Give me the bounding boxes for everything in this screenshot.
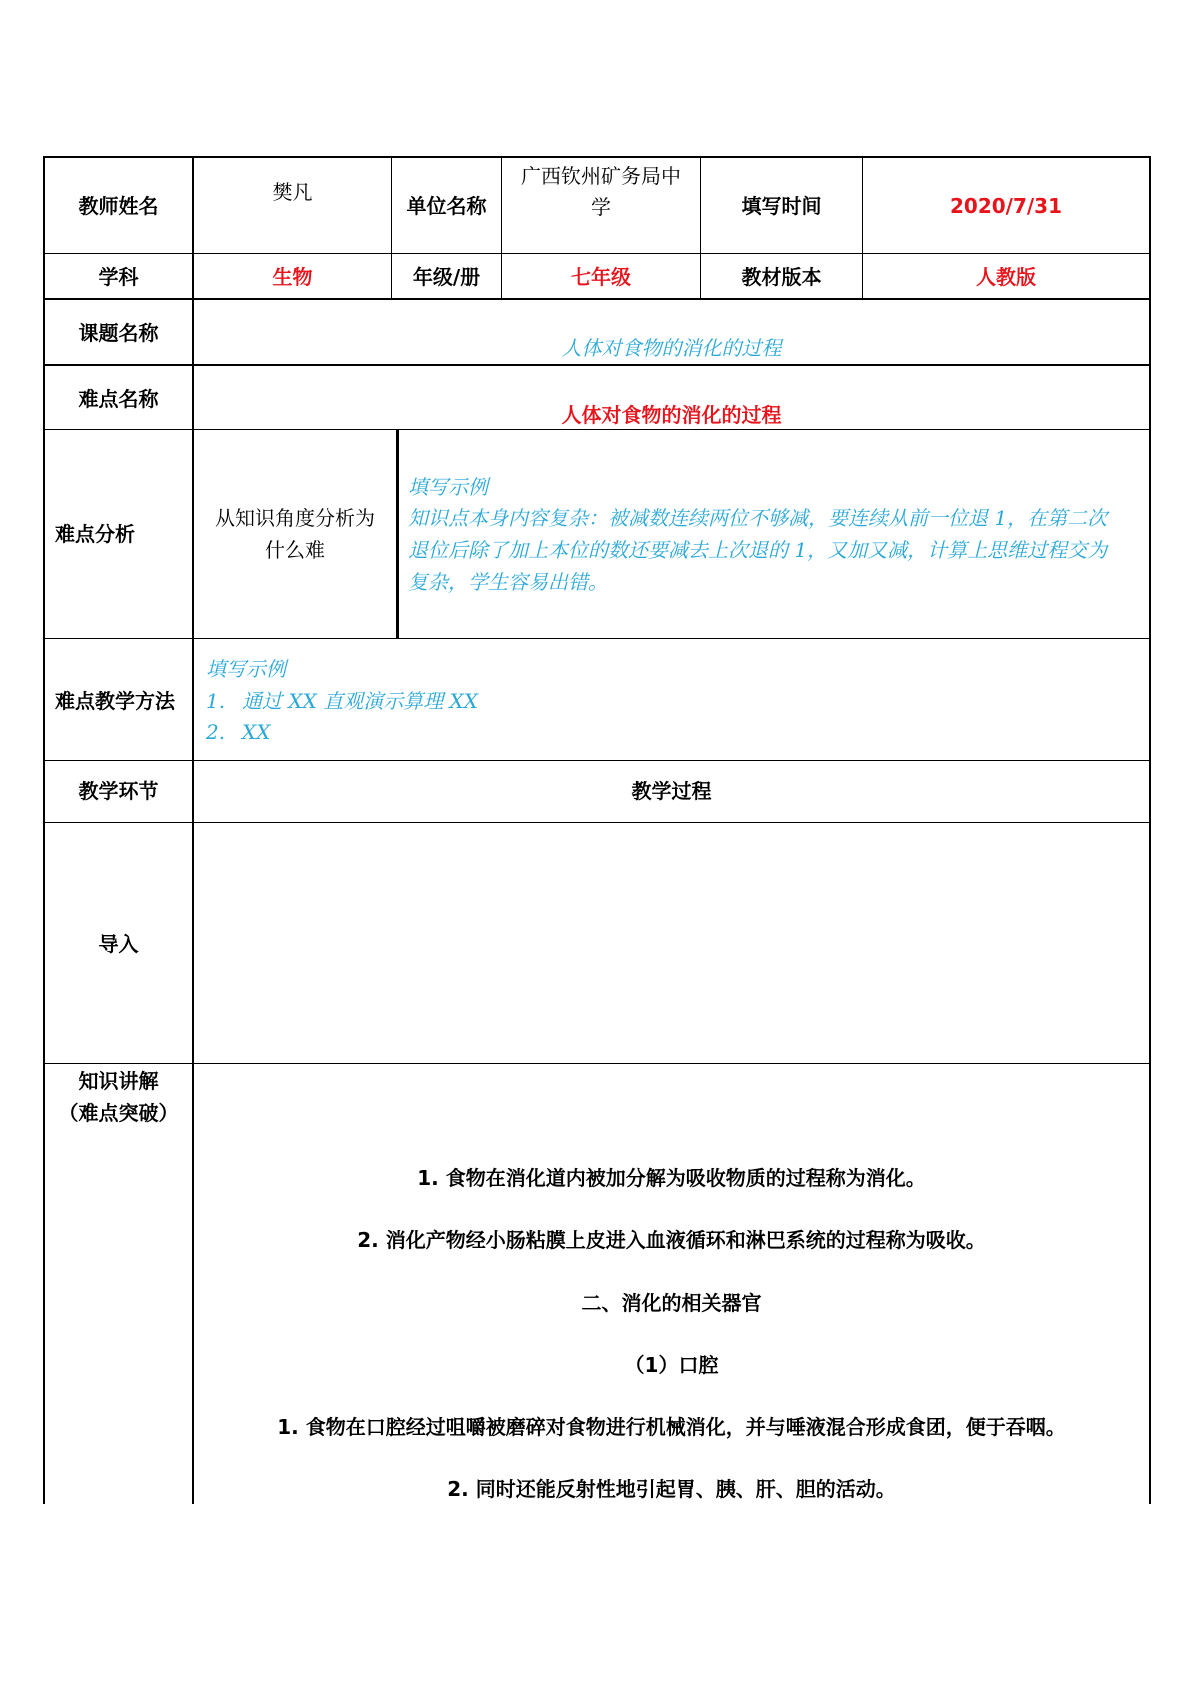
row-line [43, 298, 1151, 300]
intro-label: 导入 [98, 932, 139, 956]
knowledge-paragraph-1: 1. 食物在消化道内被加分解为吸收物质的过程称为消化。 [417, 1166, 926, 1190]
knowledge-heading-mouth: （1）口腔 [624, 1353, 719, 1377]
analysis-text-line3: 复杂，学生容易出错。 [408, 570, 608, 594]
row-line [43, 760, 1151, 761]
analysis-label: 难点分析 [55, 522, 135, 546]
row-line [43, 638, 1151, 639]
method-item-2-text: XX [242, 720, 271, 744]
column-line [396, 429, 399, 638]
row-line [43, 253, 1151, 254]
analysis-sublabel-line1: 从知识角度分析为 [215, 506, 375, 530]
knowledge-paragraph-4: 2. 同时还能反射性地引起胃、胰、肝、胆的活动。 [447, 1477, 896, 1501]
row-line [43, 364, 1151, 366]
knowledge-label-line2: （难点突破） [58, 1101, 179, 1125]
textbook-value: 人教版 [976, 265, 1036, 289]
process-stage-label: 教学环节 [78, 779, 159, 803]
knowledge-paragraph-2: 2. 消化产物经小肠粘膜上皮进入血液循环和淋巴系统的过程称为吸收。 [357, 1228, 986, 1252]
knowledge-heading-organs: 二、消化的相关器官 [581, 1291, 762, 1315]
method-item-1-number: 1. [206, 689, 226, 713]
method-item-2-number: 2. [206, 720, 226, 744]
difficulty-value: 人体对食物的消化的过程 [561, 403, 782, 427]
grade-value: 七年级 [571, 265, 631, 289]
analysis-text-line2: 退位后除了加上本位的数还要减去上次退的 1，又加又减，计算上思维过程交为 [408, 538, 1108, 562]
fill-time-label: 填写时间 [741, 194, 822, 218]
textbook-label: 教材版本 [741, 265, 822, 289]
grade-label: 年级/册 [412, 265, 481, 289]
table-border-top [43, 156, 1151, 158]
process-header-value: 教学过程 [631, 779, 712, 803]
teacher-name-value: 樊凡 [272, 180, 313, 204]
analysis-sublabel-line2: 什么难 [265, 538, 325, 562]
table-border-left [43, 156, 45, 1504]
knowledge-paragraph-3: 1. 食物在口腔经过咀嚼被磨碎对食物进行机械消化，并与唾液混合形成食团，便于吞咽。 [277, 1415, 1066, 1439]
method-item-1-text: 通过 XX 直观演示算理 XX [242, 689, 479, 713]
unit-value-line2: 学 [591, 195, 611, 219]
method-label: 难点教学方法 [55, 689, 175, 713]
subject-label: 学科 [98, 265, 139, 289]
knowledge-label-line1: 知识讲解 [78, 1069, 159, 1093]
teacher-name-label: 教师姓名 [78, 194, 159, 218]
difficulty-label: 难点名称 [78, 387, 159, 411]
row-line [43, 1063, 1151, 1064]
unit-label: 单位名称 [406, 194, 487, 218]
fill-time-value: 2020/7/31 [949, 194, 1063, 218]
topic-value: 人体对食物的消化的过程 [561, 336, 782, 360]
row-line [43, 822, 1151, 823]
method-example-title: 填写示例 [206, 657, 286, 681]
topic-label: 课题名称 [78, 321, 159, 345]
analysis-example-title: 填写示例 [408, 475, 488, 499]
table-border-right [1149, 156, 1151, 1504]
subject-value: 生物 [272, 265, 313, 289]
unit-value-line1: 广西钦州矿务局中 [521, 164, 681, 188]
analysis-text-line1: 知识点本身内容复杂：被减数连续两位不够减，要连续从前一位退 1，在第二次 [408, 506, 1108, 530]
